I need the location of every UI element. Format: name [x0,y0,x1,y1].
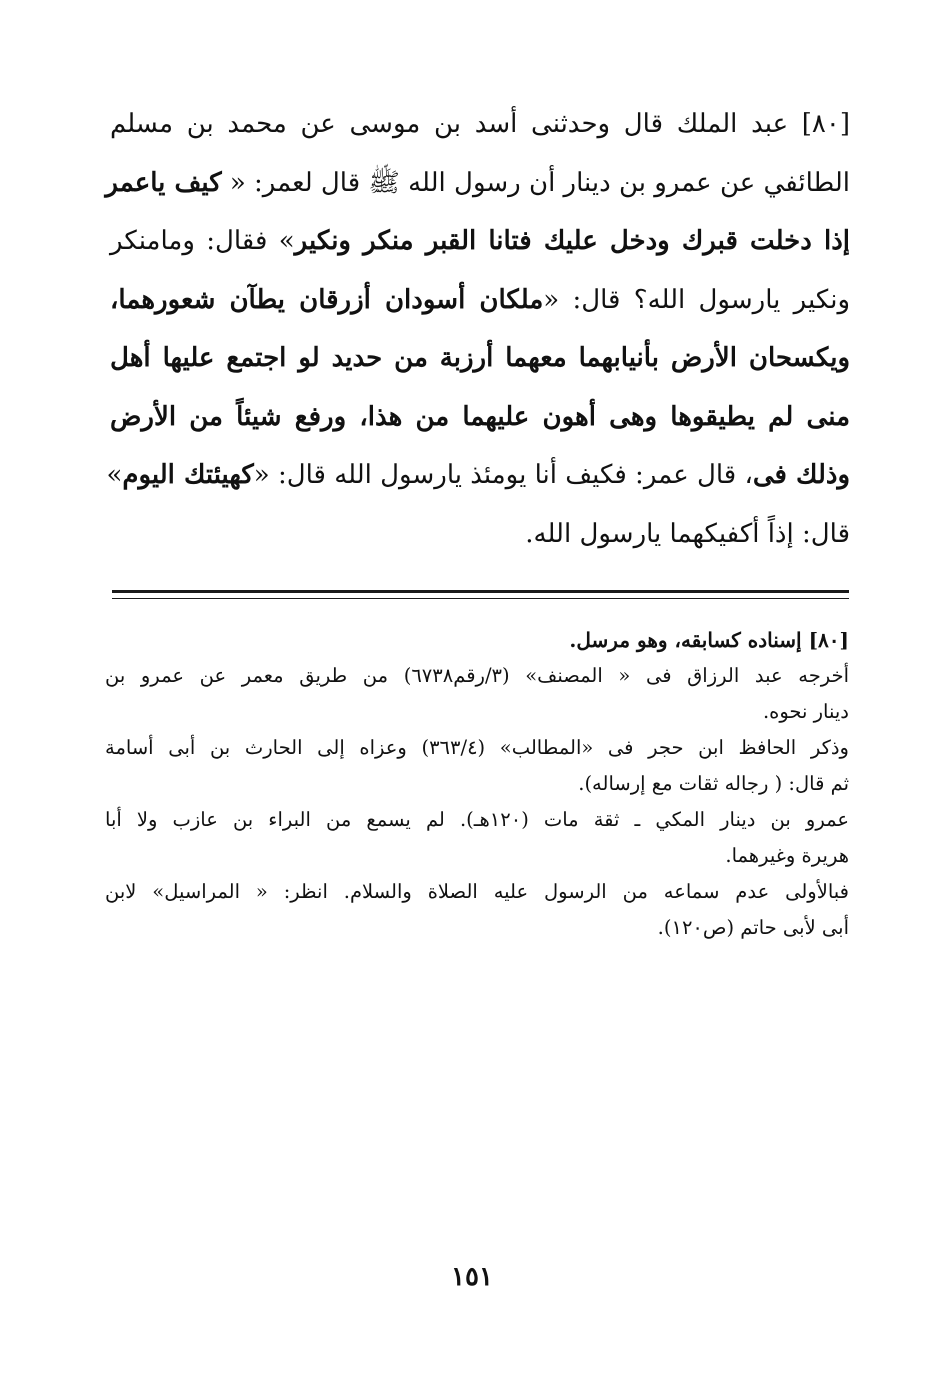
main-line-bold-part: ملكان أسودان أزرقان يطآن شعورهما، [110,284,544,315]
main-line: منى لم يطيقوها وهى أهون عليهما من هذا، ورفع شيئاً من الأرض [110,401,850,432]
footnote-line: دينار نحوه. [762,700,849,723]
footnote-line: وذكر الحافظ ابن حجر فى «المطالب» (٣٦٣/٤) وعزاه إلى الحارث بن أبى أسامة [105,736,849,759]
footnote-line: عمرو بن دينار المكي ـ ثقة مات (١٢٠هـ). لم يسمع من البراء بن عازب ولا أبا [105,808,850,831]
page-number: ١٥١ [451,1262,493,1292]
main-line: [٨٠] عبد الملك قال وحدثنى أسد بن موسى عن محمد بن مسلم [110,109,850,139]
footnote-line: ثم قال: ( رجاله ثقات مع إرساله). [578,772,849,795]
main-line [110,212,850,271]
separator-rule-thin [112,598,849,599]
main-line-bold-part: إذا دخلت قبرك ودخل عليك فتانا القبر منكر ونكير [294,226,850,256]
main-line [110,271,850,330]
main-line: قال: إذاً أكفيكهما يارسول الله. [525,518,850,549]
main-line-part: ونكير يارسول الله؟ قال: « [543,284,850,315]
footnote-line: فبالأولى عدم سماعه من الرسول عليه الصلاة والسلام. انظر: « المراسيل» لابن [105,880,849,903]
main-line [105,154,850,213]
footnote-line: هريرة وغيرهما. [725,844,849,867]
main-line-bold-part: كيف ياعمر [105,167,222,198]
main-line-part: ، قال عمر: فكيف أنا يومئذ يارسول الله قال: « [253,460,753,490]
footnote-line: أخرجه عبد الرزاق فى « المصنف» (٣/رقم٦٧٣٨) من طريق معمر عن عمرو بن [105,664,849,687]
separator-rule-thick [112,590,849,593]
main-line-bold-part: كهيئتك اليوم [122,460,254,490]
main-line-part: » [106,460,123,490]
main-line-part: الطائفي عن عمرو بن دينار أن رسول الله ﷺ قال لعمر: « [221,167,850,198]
main-line-part: » فقال: ومامنكر [110,226,295,256]
footnote-heading: [٨٠] إسناده كسابقه، وهو مرسل. [569,628,849,652]
footnotes-block [105,622,849,946]
main-line [106,446,850,505]
main-line-bold-part: وذلك فى [752,460,850,490]
main-line: ويكسحان الأرض بأنيابهما معهما أرزبة من حديد لو اجتمع عليها أهل [110,343,850,373]
main-text-block [105,95,850,563]
footnote-line: أبى لأبى حاتم (ص١٢٠). [657,916,849,939]
